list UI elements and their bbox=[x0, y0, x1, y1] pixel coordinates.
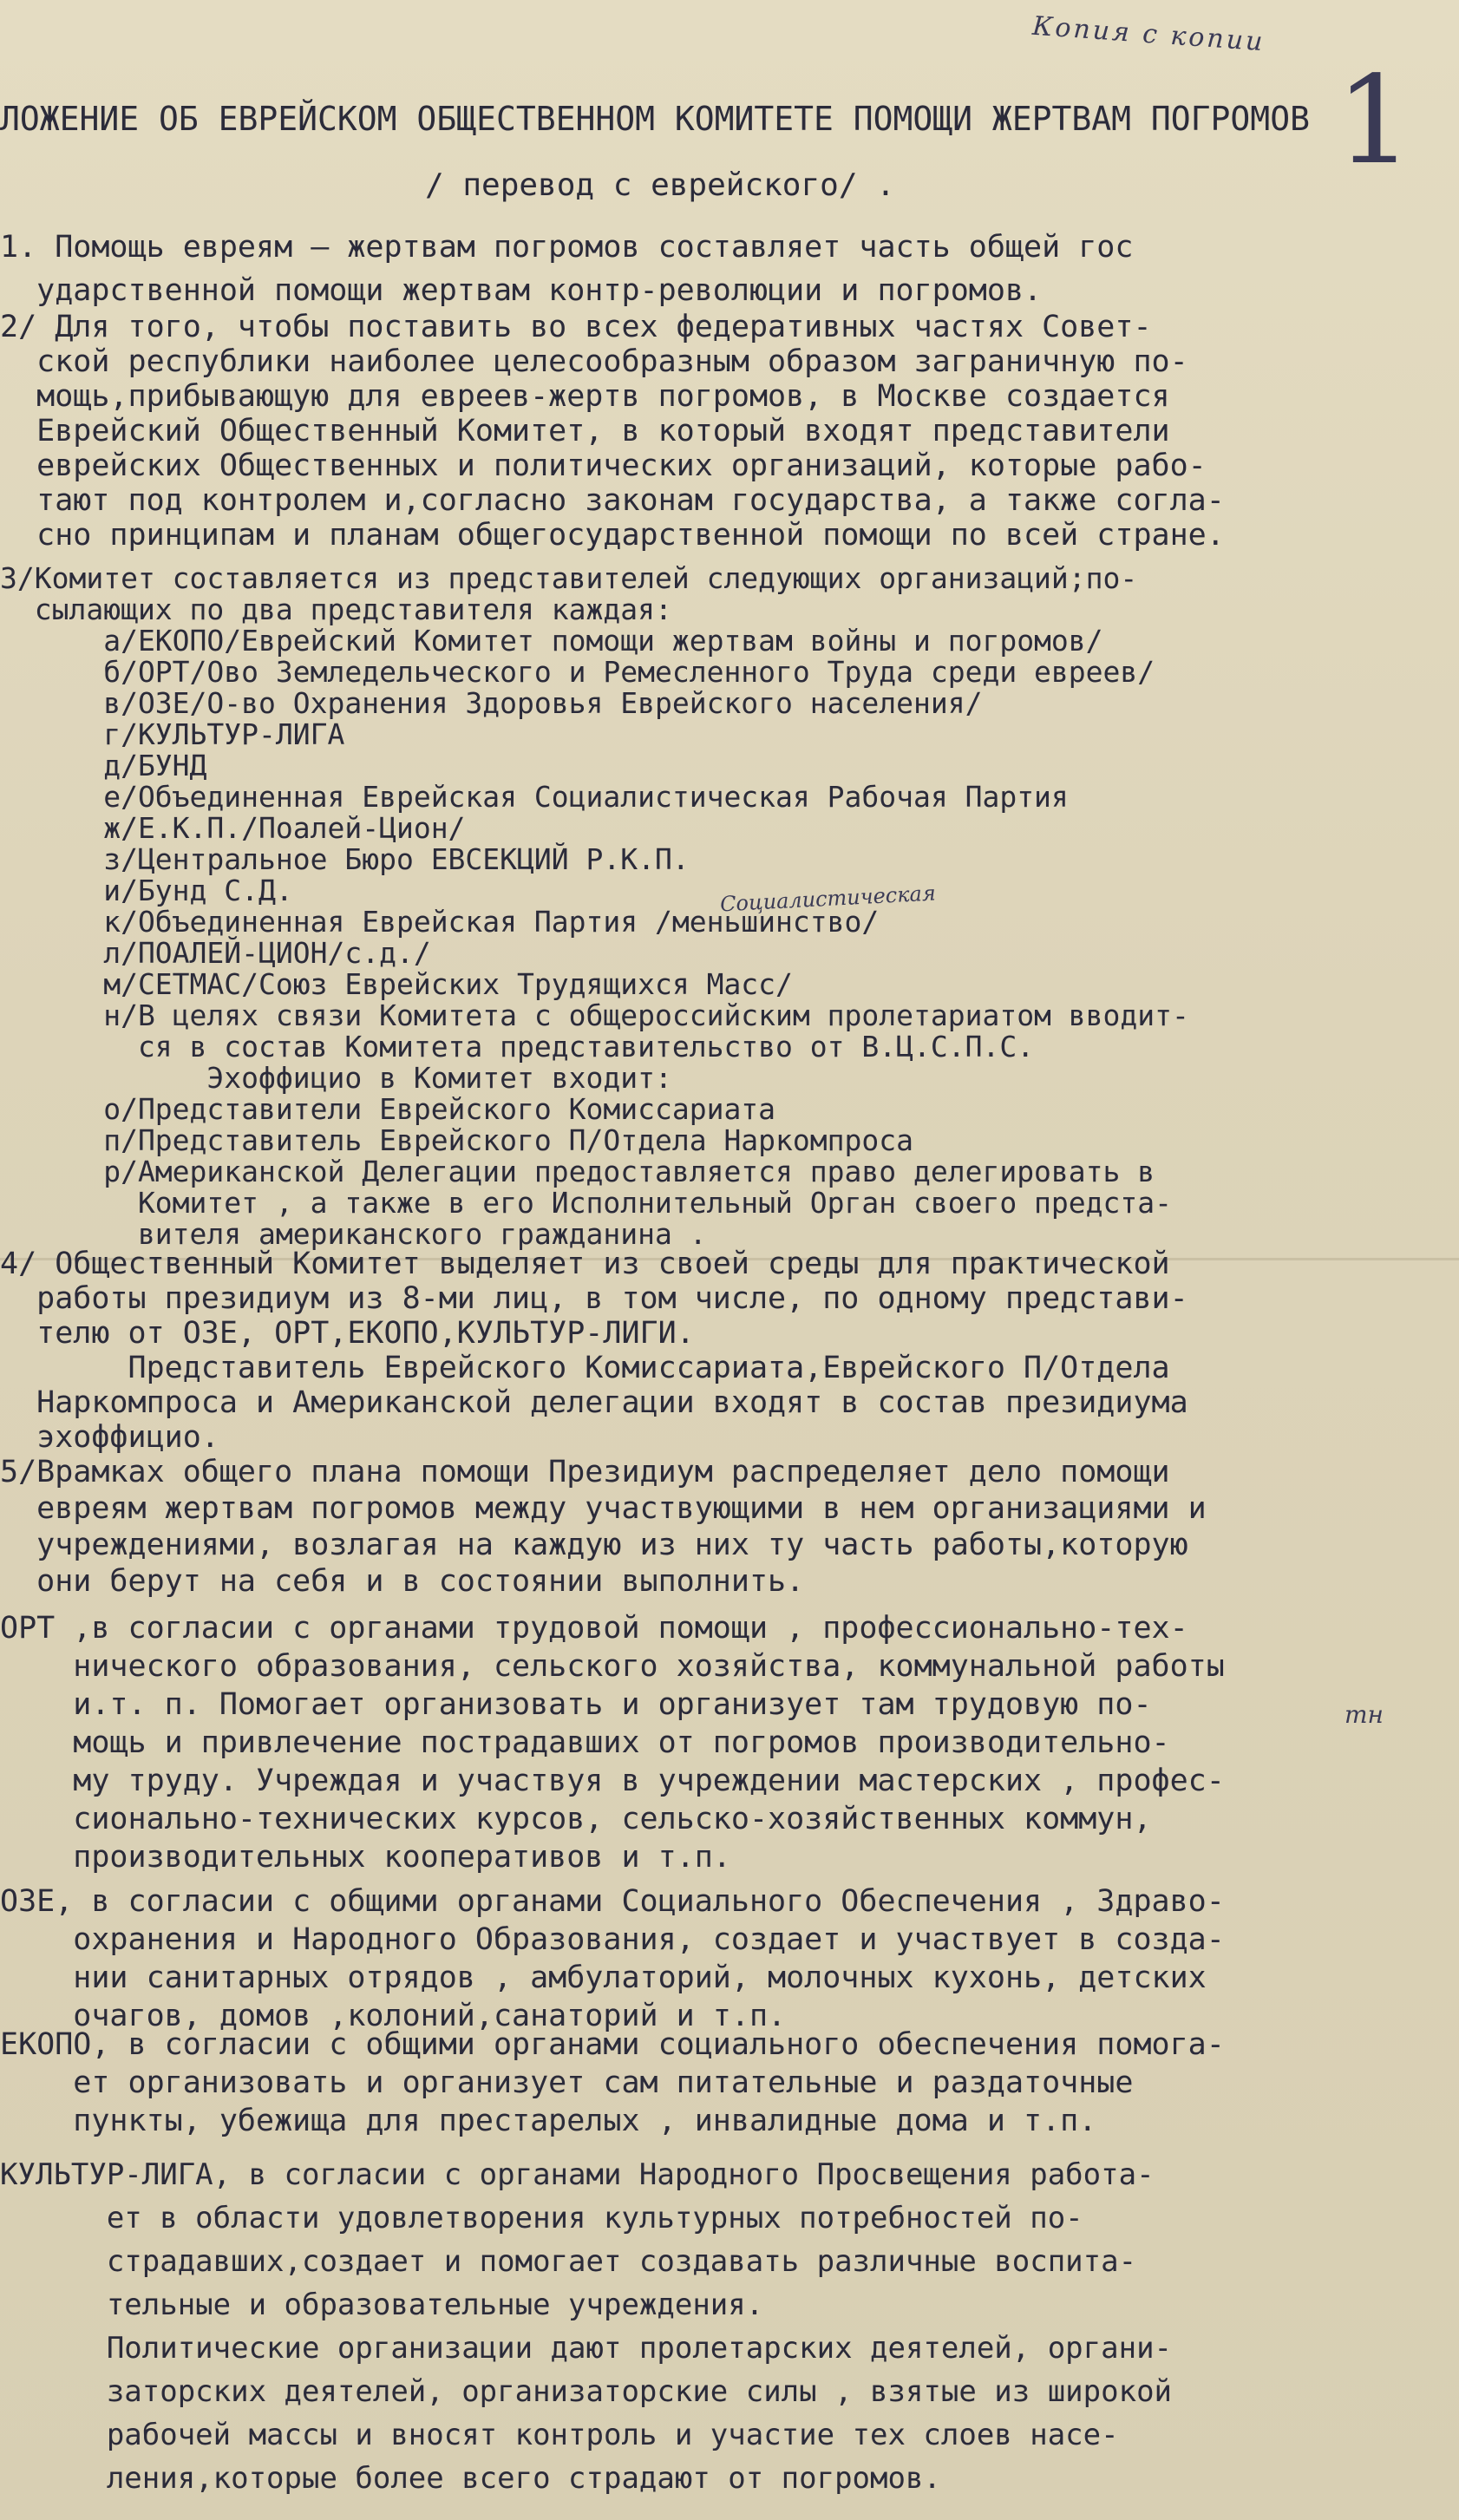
document-line: ОЗЕ, в согласии с общими органами Социального Обеспечения , Здраво- bbox=[0, 1884, 1225, 1919]
document-line: г/КУЛЬТУР-ЛИГА bbox=[0, 717, 345, 751]
document-line: л/ПОАЛЕЙ-ЦИОН/с.д./ bbox=[0, 936, 431, 970]
document-line: 4/ Общественный Комитет выделяет из своей среды для практической bbox=[0, 1247, 1170, 1281]
document-line: о/Представители Еврейского Комиссариата bbox=[0, 1092, 776, 1126]
document-line: рабочей массы и вносят контроль и участие тех слоев насе- bbox=[0, 2418, 1119, 2452]
document-line: производительных кооперативов и т.п. bbox=[0, 1840, 731, 1875]
document-line: 3/Комитет составляется из представителей следующих организаций;по- bbox=[0, 561, 1138, 595]
document-line: е/Объединенная Еврейская Социалистическая Рабочая Партия bbox=[0, 780, 1069, 814]
document-line: телю от ОЗЕ, ОРТ,ЕКОПО,КУЛЬТУР-ЛИГИ. bbox=[0, 1316, 695, 1351]
copy-mark: Копия с копии bbox=[1031, 10, 1266, 58]
document-line: з/Центральное Бюро ЕВСЕКЦИЙ Р.К.П. bbox=[0, 842, 690, 876]
document-line: в/ОЗЕ/О-во Охранения Здоровья Еврейского населения/ bbox=[0, 686, 983, 720]
document-line: ской республики наиболее целесообразным образом заграничную по- bbox=[0, 344, 1188, 379]
document-line: и/Бунд С.Д. bbox=[0, 874, 293, 907]
document-line: ления,которые более всего страдают от погромов. bbox=[0, 2461, 941, 2496]
document-line: Представитель Еврейского Комиссариата,Еврейского П/Отдела bbox=[0, 1351, 1170, 1385]
document-line: сионально-технических курсов, сельско-хозяйственных коммун, bbox=[0, 1802, 1152, 1836]
document-line: пункты, убежища для престарелых , инвалидные дома и т.п. bbox=[0, 2104, 1097, 2138]
document-line: сылающих по два представителя каждая: bbox=[0, 592, 672, 626]
handwritten-note: Социалистическая bbox=[719, 880, 937, 917]
document-line: 5/Врамках общего плана помощи Президиум распределяет дело помощи bbox=[0, 1455, 1170, 1489]
document-line: тельные и образовательные учреждения. bbox=[0, 2288, 764, 2322]
document-line: ся в состав Комитета представительство от В.Ц.С.П.С. bbox=[0, 1030, 1035, 1064]
document-line: евреям жертвам погромов между участвующими в нем организациями и bbox=[0, 1491, 1207, 1526]
document-line: 2/ Для того, чтобы поставить во всех федеративных частях Совет- bbox=[0, 310, 1152, 344]
document-line: 1. Помощь евреям — жертвам погромов составляет часть общей гос bbox=[0, 230, 1134, 265]
document-line: ОРТ ,в согласии с органами трудовой помощи , профессионально-тех- bbox=[0, 1611, 1188, 1646]
document-line: страдавших,создает и помогает создавать различные воспита- bbox=[0, 2244, 1137, 2279]
document-line: м/СЕТМАС/Союз Еврейских Трудящихся Масс/ bbox=[0, 967, 793, 1001]
document-line: мощь и привлечение пострадавших от погромов производительно- bbox=[0, 1725, 1170, 1760]
document-line: му труду. Учреждая и участвуя в учреждении мастерских , профес- bbox=[0, 1764, 1225, 1798]
document-line: ж/Е.К.П./Поалей-Цион/ bbox=[0, 811, 466, 845]
document-line: учреждениями, возлагая на каждую из них ту часть работы,которую bbox=[0, 1528, 1188, 1562]
document-line: ЕКОПО, в согласии с общими органами социального обеспечения помога- bbox=[0, 2027, 1225, 2062]
document-line: п/Представитель Еврейского П/Отдела Наркомпроса bbox=[0, 1123, 913, 1157]
document-line: они берут на себя и в состоянии выполнить. bbox=[0, 1564, 805, 1599]
handwritten-note: тн bbox=[1345, 1700, 1384, 1729]
document-line: заторских деятелей, организаторские силы , взятые из широкой bbox=[0, 2374, 1173, 2409]
document-line: Эхоффицио в Комитет входит: bbox=[0, 1061, 672, 1095]
document-line: охранения и Народного Образования, создает и участвует в созда- bbox=[0, 1922, 1225, 1957]
document-line: а/ЕКОПО/Еврейский Комитет помощи жертвам войны и погромов/ bbox=[0, 624, 1103, 658]
document-line: д/БУНД bbox=[0, 749, 207, 782]
document-line: тают под контролем и,согласно законам государства, а также согла- bbox=[0, 483, 1225, 518]
document-line: к/Объединенная Еврейская Партия /меньшинство/ bbox=[0, 905, 880, 939]
document-line: нического образования, сельского хозяйства, коммунальной работы bbox=[0, 1649, 1225, 1684]
document-line: Политические организации дают пролетарских деятелей, органи- bbox=[0, 2331, 1173, 2366]
document-line: р/Американской Делегации предоставляется право делегировать в bbox=[0, 1155, 1155, 1188]
document-line: КУЛЬТУР-ЛИГА, в согласии с органами Народного Просвещения работа- bbox=[0, 2157, 1155, 2192]
document-line: Наркомпроса и Американской делегации входят в состав президиума bbox=[0, 1385, 1188, 1420]
document-line: н/В целях связи Комитета с общероссийским пролетариатом вводит- bbox=[0, 998, 1189, 1032]
document-line: ударственной помощи жертвам контр-революции и погромов. bbox=[0, 273, 1043, 308]
document-line: сно принципам и планам общегосударственной помощи по всей стране. bbox=[0, 518, 1225, 553]
document-line: ет в области удовлетворения культурных потребностей по- bbox=[0, 2201, 1083, 2235]
document-line: вителя американского гражданина . bbox=[0, 1217, 707, 1251]
document-subtitle: / перевод с еврейского/ . bbox=[425, 167, 895, 203]
document-line: ет организовать и организует сам питательные и раздаточные bbox=[0, 2065, 1134, 2100]
document-line: эхоффицио. bbox=[0, 1420, 219, 1455]
document-line: еврейских Общественных и политических организаций, которые рабо- bbox=[0, 448, 1207, 483]
document-line: работы президиум из 8-ми лиц, в том числе, по одному представи- bbox=[0, 1281, 1188, 1316]
document-line: нии санитарных отрядов , амбулаторий, молочных кухонь, детских bbox=[0, 1960, 1207, 1995]
document-line: б/ОРТ/Ово Земледельческого и Ремесленного Труда среди евреев/ bbox=[0, 655, 1155, 689]
document-line: очагов, домов ,колоний,санаторий и т.п. bbox=[0, 1999, 787, 2033]
document-line: Комитет , а также в его Исполнительный Орган своего предста- bbox=[0, 1186, 1173, 1220]
document-title: ЛОЖЕНИЕ ОБ ЕВРЕЙСКОМ ОБЩЕСТВЕННОМ КОМИТЕТЕ ПОМОЩИ ЖЕРТВАМ ПОГРОМОВ bbox=[0, 100, 1310, 138]
page-number: 1 bbox=[1336, 50, 1414, 192]
document-line: Еврейский Общественный Комитет, в который входят представители bbox=[0, 414, 1170, 448]
document-line: и.т. п. Помогает организовать и организует там трудовую по- bbox=[0, 1687, 1152, 1722]
document-line: мощь,прибывающую для евреев-жертв погромов, в Москве создается bbox=[0, 379, 1170, 414]
